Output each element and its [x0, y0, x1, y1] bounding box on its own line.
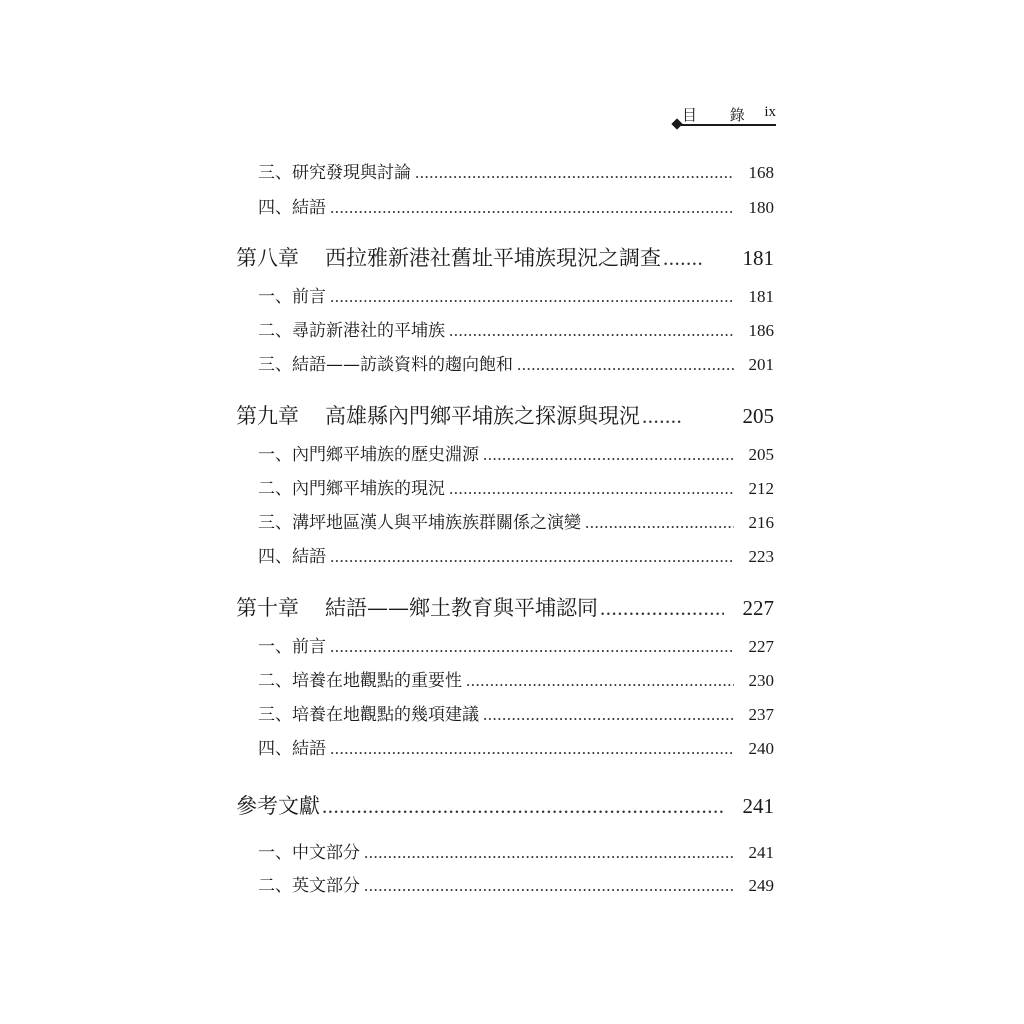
- toc-references[interactable]: [236, 790, 774, 820]
- leader-dots: [642, 404, 682, 429]
- toc-entry-page: 223: [748, 547, 774, 566]
- toc-entry[interactable]: [258, 734, 774, 759]
- toc-entry-label: 一、前言: [258, 287, 326, 307]
- toc-entry-page: 201: [748, 355, 774, 374]
- toc-entry-label: 四、結語: [258, 547, 326, 567]
- toc-entry[interactable]: [258, 542, 774, 567]
- leader-dots: [449, 321, 734, 341]
- chapter-title: 結語——鄉土教育與平埔認同: [325, 596, 598, 620]
- toc-entry-page: 230: [748, 671, 774, 690]
- toc-entry[interactable]: [258, 440, 774, 465]
- toc-entry-label: 三、研究發現與討論: [258, 163, 411, 183]
- chapter-page: 181: [742, 246, 774, 270]
- toc-entry-label: 一、內門鄉平埔族的歷史淵源: [258, 445, 479, 465]
- leader-dots: [364, 876, 734, 896]
- leader-dots: [483, 705, 734, 725]
- leader-dots: [330, 637, 734, 657]
- chapter-page: 205: [742, 404, 774, 428]
- toc-entry-label: 一、中文部分: [258, 843, 360, 863]
- chapter-number: 第十章: [236, 596, 299, 620]
- toc-entry-page: 216: [748, 513, 774, 532]
- toc-entry[interactable]: [258, 158, 774, 183]
- header-page-number: ix: [764, 104, 776, 120]
- leader-dots: [330, 739, 734, 759]
- leader-dots: [364, 843, 734, 863]
- leader-dots: [415, 163, 734, 183]
- toc-entry[interactable]: [258, 666, 774, 691]
- references-page: 241: [742, 794, 774, 818]
- leader-dots: [585, 513, 734, 533]
- leader-dots: [322, 794, 724, 819]
- toc-entry-page: 168: [748, 163, 774, 182]
- toc-entry-page: 240: [748, 739, 774, 758]
- leader-dots: [330, 198, 734, 218]
- toc-entry-label: 三、結語——訪談資料的趨向飽和: [258, 355, 513, 375]
- toc-entry-label: 四、結語: [258, 739, 326, 759]
- toc-entry[interactable]: [258, 508, 774, 533]
- toc-chapter[interactable]: [236, 592, 774, 622]
- toc-entry[interactable]: [258, 193, 774, 218]
- toc-entry-label: 二、尋訪新港社的平埔族: [258, 321, 445, 341]
- toc-entry-page: 237: [748, 705, 774, 724]
- toc-entry-page: 227: [748, 637, 774, 656]
- toc-entry[interactable]: [258, 316, 774, 341]
- toc-entry[interactable]: [258, 871, 774, 896]
- toc-entry[interactable]: [258, 474, 774, 499]
- toc-entry-label: 三、溝坪地區漢人與平埔族族群關係之演變: [258, 513, 581, 533]
- header-title: 目 錄: [682, 106, 759, 124]
- leader-dots: [466, 671, 734, 691]
- toc-entry-label: 三、培養在地觀點的幾項建議: [258, 705, 479, 725]
- leader-dots: [330, 547, 734, 567]
- leader-dots: [600, 596, 724, 621]
- toc-entry-label: 一、前言: [258, 637, 326, 657]
- leader-dots: [330, 287, 734, 307]
- leader-dots: [517, 355, 734, 375]
- toc-entry-page: 181: [748, 287, 774, 306]
- toc-entry[interactable]: [258, 282, 774, 307]
- leader-dots: [449, 479, 734, 499]
- toc-entry-label: 二、內門鄉平埔族的現況: [258, 479, 445, 499]
- toc-entry-page: 186: [748, 321, 774, 340]
- leader-dots: [483, 445, 734, 465]
- toc-entry[interactable]: [258, 350, 774, 375]
- toc-chapter[interactable]: [236, 242, 774, 272]
- toc-entry-page: 205: [748, 445, 774, 464]
- leader-dots: [663, 246, 703, 271]
- chapter-title: 高雄縣內門鄉平埔族之探源與現況: [325, 404, 640, 428]
- toc-entry[interactable]: [258, 838, 774, 863]
- toc-entry[interactable]: [258, 700, 774, 725]
- toc-entry-label: 二、培養在地觀點的重要性: [258, 671, 462, 691]
- chapter-title: 西拉雅新港社舊址平埔族現況之調查: [325, 246, 661, 270]
- chapter-page: 227: [742, 596, 774, 620]
- toc-entry-label: 四、結語: [258, 198, 326, 218]
- toc-entry-page: 180: [748, 198, 774, 217]
- references-title: 參考文獻: [236, 794, 320, 818]
- toc-entry[interactable]: [258, 632, 774, 657]
- chapter-number: 第九章: [236, 404, 299, 428]
- chapter-number: 第八章: [236, 246, 299, 270]
- toc-entry-page: 212: [748, 479, 774, 498]
- toc-entry-page: 249: [748, 876, 774, 895]
- running-header: [672, 104, 776, 130]
- toc-chapter[interactable]: [236, 400, 774, 430]
- toc-entry-label: 二、英文部分: [258, 876, 360, 896]
- toc-entry-page: 241: [748, 843, 774, 862]
